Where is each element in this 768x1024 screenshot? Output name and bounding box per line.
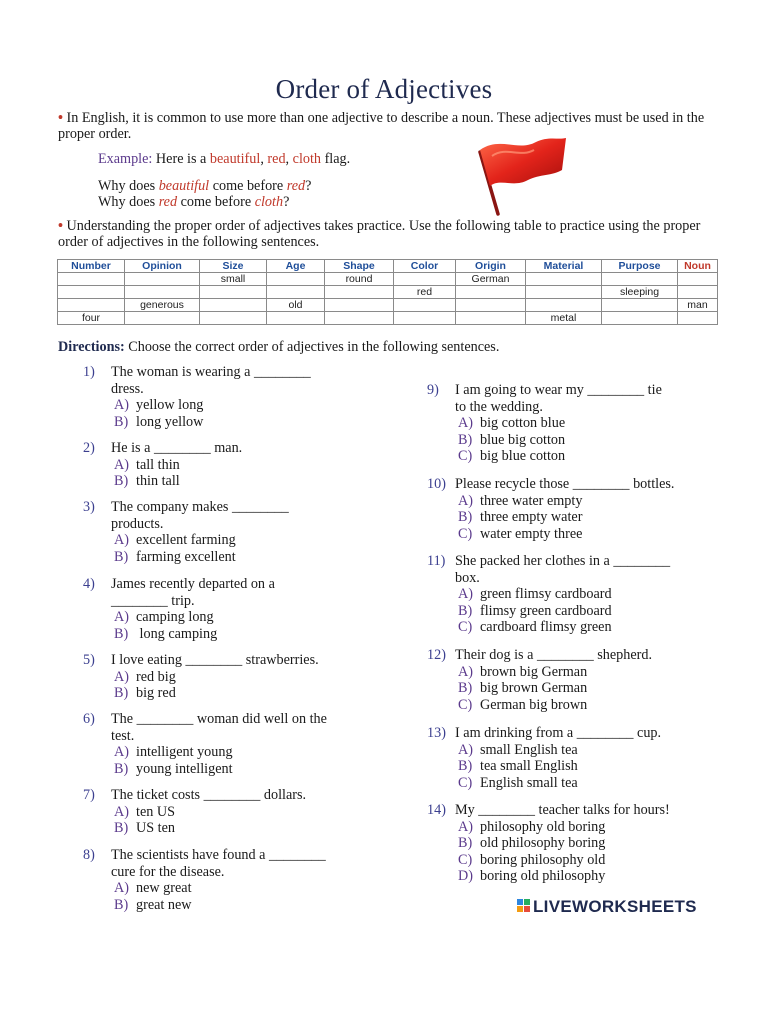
option-letter: D) bbox=[458, 868, 473, 884]
option-text: water empty three bbox=[480, 525, 583, 542]
option-text: brown big German bbox=[480, 663, 588, 680]
question-item bbox=[427, 725, 727, 791]
table-cell: four bbox=[58, 312, 125, 325]
table-cell bbox=[394, 312, 456, 325]
question-stem: He is a ________ man. bbox=[111, 440, 243, 456]
example-label: Example: bbox=[98, 151, 153, 167]
intro-text: In English, it is common to use more than one adjective to describe a noun. These adjectives must be used in the proper order. bbox=[58, 110, 705, 142]
table-row bbox=[58, 299, 718, 312]
option-text: German big brown bbox=[480, 696, 588, 713]
answer-option[interactable] bbox=[458, 509, 727, 526]
option-letter: A) bbox=[458, 818, 473, 835]
directions-label: Directions: bbox=[58, 339, 125, 355]
answer-option[interactable] bbox=[458, 680, 727, 697]
table-cell bbox=[602, 273, 678, 286]
answer-option[interactable] bbox=[114, 414, 383, 431]
option-letter: A) bbox=[114, 397, 129, 413]
question-item bbox=[427, 476, 727, 542]
answer-option[interactable] bbox=[458, 415, 727, 432]
option-text: long camping bbox=[136, 625, 218, 642]
question-item bbox=[427, 553, 727, 636]
example-word: cloth bbox=[292, 151, 322, 167]
table-cell: red bbox=[394, 286, 456, 299]
option-letter: A) bbox=[114, 880, 129, 896]
option-letter: B) bbox=[114, 548, 129, 565]
table-cell bbox=[58, 286, 125, 299]
table-cell bbox=[325, 312, 394, 325]
answer-option[interactable] bbox=[458, 697, 727, 714]
answer-option[interactable] bbox=[458, 664, 727, 681]
option-text: intelligent young bbox=[136, 744, 233, 760]
table-cell bbox=[456, 299, 526, 312]
answer-option[interactable] bbox=[114, 897, 383, 914]
table-cell bbox=[526, 273, 602, 286]
table-cell bbox=[678, 286, 718, 299]
table-cell: old bbox=[267, 299, 325, 312]
option-letter: B) bbox=[114, 685, 129, 701]
option-letter: B) bbox=[458, 509, 473, 525]
option-text: great new bbox=[136, 896, 192, 913]
option-letter: B) bbox=[458, 602, 473, 619]
option-text: flimsy green cardboard bbox=[480, 602, 612, 619]
option-letter: B) bbox=[458, 758, 473, 774]
answer-option[interactable] bbox=[114, 609, 383, 626]
why-word: red bbox=[158, 194, 178, 210]
option-text: farming excellent bbox=[136, 548, 236, 565]
answer-option[interactable] bbox=[458, 432, 727, 449]
option-text: tea small English bbox=[480, 758, 578, 774]
option-text: blue big cotton bbox=[480, 431, 566, 448]
table-cell bbox=[325, 299, 394, 312]
table-header-row bbox=[58, 260, 718, 273]
option-letter: A) bbox=[114, 668, 129, 685]
example-word: red bbox=[267, 151, 286, 167]
option-letter: C) bbox=[458, 619, 473, 635]
table-header: Opinion bbox=[125, 260, 200, 273]
table-cell bbox=[602, 312, 678, 325]
option-text: cardboard flimsy green bbox=[480, 619, 612, 635]
option-text: thin tall bbox=[136, 473, 180, 489]
answer-option[interactable] bbox=[114, 685, 383, 702]
option-letter: B) bbox=[458, 431, 473, 448]
option-letter: A) bbox=[458, 586, 473, 602]
option-text: boring philosophy old bbox=[480, 851, 606, 868]
option-letter: B) bbox=[114, 896, 129, 913]
question-stem: The company makes ________ products. bbox=[111, 499, 289, 532]
answer-option[interactable] bbox=[114, 744, 383, 761]
answer-option[interactable] bbox=[114, 549, 383, 566]
intro-paragraph bbox=[58, 111, 708, 142]
table-cell bbox=[200, 299, 267, 312]
option-text: tall thin bbox=[136, 456, 180, 473]
question-item bbox=[427, 647, 727, 713]
option-letter: C) bbox=[458, 525, 473, 542]
option-text: English small tea bbox=[480, 774, 578, 791]
option-text: long yellow bbox=[136, 413, 204, 430]
question-number: 13) bbox=[427, 725, 446, 741]
table-cell bbox=[267, 286, 325, 299]
answer-option[interactable] bbox=[458, 493, 727, 510]
red-flag-icon bbox=[470, 134, 570, 216]
option-text: US ten bbox=[136, 820, 176, 836]
option-text: ten US bbox=[136, 803, 176, 820]
answer-option[interactable] bbox=[458, 586, 727, 603]
answer-option[interactable] bbox=[458, 775, 727, 792]
answer-option[interactable] bbox=[458, 852, 727, 869]
option-letter: A) bbox=[114, 744, 129, 760]
why-text: ? bbox=[305, 178, 312, 194]
option-letter: A) bbox=[114, 532, 129, 548]
directions bbox=[58, 339, 499, 356]
question-stem: The scientists have found a ________ cure for the disease. bbox=[111, 847, 326, 880]
option-letter: B) bbox=[114, 413, 129, 430]
table-cell: generous bbox=[125, 299, 200, 312]
brand-logo bbox=[517, 897, 697, 917]
table-header: Size bbox=[200, 260, 267, 273]
option-letter: A) bbox=[458, 415, 473, 431]
why-question-2 bbox=[98, 194, 289, 211]
option-letter: A) bbox=[114, 456, 129, 473]
table-cell bbox=[125, 286, 200, 299]
option-letter: A) bbox=[458, 663, 473, 680]
question-number: 10) bbox=[427, 476, 446, 492]
why-word: beautiful bbox=[158, 178, 210, 194]
table-cell: man bbox=[678, 299, 718, 312]
question-number: 5) bbox=[83, 652, 95, 668]
option-letter: A) bbox=[114, 609, 129, 625]
option-text: boring old philosophy bbox=[480, 868, 606, 884]
answer-option[interactable] bbox=[458, 835, 727, 852]
question-number: 7) bbox=[83, 787, 95, 803]
question-stem: The ticket costs ________ dollars. bbox=[111, 787, 307, 803]
table-cell bbox=[394, 273, 456, 286]
answer-option[interactable] bbox=[114, 532, 383, 549]
answer-option[interactable] bbox=[458, 526, 727, 543]
option-letter: C) bbox=[458, 696, 473, 713]
adjective-order-table bbox=[57, 259, 718, 325]
table-cell bbox=[58, 299, 125, 312]
option-text: old philosophy boring bbox=[480, 835, 606, 851]
option-letter: C) bbox=[458, 448, 473, 464]
table-header: Age bbox=[267, 260, 325, 273]
table-cell bbox=[125, 273, 200, 286]
option-text: big blue cotton bbox=[480, 448, 566, 464]
answer-option[interactable] bbox=[458, 819, 727, 836]
table-row bbox=[58, 273, 718, 286]
why-word: red bbox=[286, 178, 306, 194]
answer-option[interactable] bbox=[114, 669, 383, 686]
table-row bbox=[58, 312, 718, 325]
table-header: Color bbox=[394, 260, 456, 273]
answer-option[interactable] bbox=[458, 603, 727, 620]
answer-option[interactable] bbox=[114, 761, 383, 778]
table-cell bbox=[200, 312, 267, 325]
option-text: yellow long bbox=[136, 397, 204, 413]
option-text: philosophy old boring bbox=[480, 818, 606, 835]
option-text: three water empty bbox=[480, 492, 583, 509]
question-stem: The woman is wearing a ________ dress. bbox=[111, 364, 311, 397]
option-text: three empty water bbox=[480, 509, 583, 525]
table-header: Noun bbox=[678, 260, 718, 273]
question-stem: My ________ teacher talks for hours! bbox=[455, 802, 670, 818]
table-cell bbox=[526, 299, 602, 312]
table-cell: small bbox=[200, 273, 267, 286]
table-cell bbox=[125, 312, 200, 325]
table-cell bbox=[456, 286, 526, 299]
table-cell bbox=[58, 273, 125, 286]
table-header: Material bbox=[526, 260, 602, 273]
example-text: Here is a bbox=[152, 151, 210, 167]
question-stem: Their dog is a ________ shepherd. bbox=[455, 647, 653, 663]
option-text: big cotton blue bbox=[480, 415, 566, 431]
table-cell: German bbox=[456, 273, 526, 286]
answer-option[interactable] bbox=[114, 457, 383, 474]
example-line bbox=[98, 151, 350, 168]
question-number: 1) bbox=[83, 364, 95, 380]
question-stem: James recently departed on a ________ trip. bbox=[111, 576, 275, 609]
question-item bbox=[83, 364, 383, 430]
why-question-1 bbox=[98, 178, 311, 195]
question-stem: The ________ woman did well on the test. bbox=[111, 711, 327, 744]
bullet-icon: • bbox=[58, 110, 63, 126]
table-cell bbox=[602, 299, 678, 312]
answer-option[interactable] bbox=[458, 758, 727, 775]
why-text: come before bbox=[177, 194, 255, 210]
question-item bbox=[83, 576, 383, 642]
example-text: , bbox=[285, 151, 293, 167]
question-number: 6) bbox=[83, 711, 95, 727]
option-text: camping long bbox=[136, 609, 214, 625]
question-item bbox=[83, 499, 383, 565]
table-cell: round bbox=[325, 273, 394, 286]
table-cell bbox=[456, 312, 526, 325]
table-header: Number bbox=[58, 260, 125, 273]
option-letter: B) bbox=[114, 760, 129, 777]
table-row bbox=[58, 286, 718, 299]
table-header: Purpose bbox=[602, 260, 678, 273]
question-item bbox=[83, 787, 383, 837]
question-stem: I am drinking from a ________ cup. bbox=[455, 725, 662, 741]
table-cell: sleeping bbox=[602, 286, 678, 299]
why-text: Why does bbox=[98, 194, 159, 210]
question-number: 9) bbox=[427, 382, 439, 398]
table-header: Shape bbox=[325, 260, 394, 273]
answer-option[interactable] bbox=[114, 397, 383, 414]
example-word: beautiful bbox=[209, 151, 261, 167]
table-cell bbox=[678, 312, 718, 325]
example-text: flag. bbox=[321, 151, 351, 167]
table-cell bbox=[267, 273, 325, 286]
practice-text: Understanding the proper order of adjectives takes practice. Use the following table to practice using the proper order of adjectives in the following sentences. bbox=[58, 218, 701, 250]
table-cell bbox=[267, 312, 325, 325]
table-cell bbox=[394, 299, 456, 312]
answer-option[interactable] bbox=[114, 626, 383, 643]
answer-option[interactable] bbox=[458, 619, 727, 636]
option-letter: A) bbox=[114, 803, 129, 820]
question-number: 14) bbox=[427, 802, 446, 818]
option-letter: C) bbox=[458, 774, 473, 791]
brand-name: LIVEWORKSHEETS bbox=[533, 897, 697, 916]
option-letter: A) bbox=[458, 741, 473, 758]
option-letter: B) bbox=[114, 473, 129, 489]
option-letter: B) bbox=[114, 625, 129, 642]
question-item bbox=[83, 711, 383, 777]
why-text: Why does bbox=[98, 178, 159, 194]
question-number: 12) bbox=[427, 647, 446, 663]
table-cell: metal bbox=[526, 312, 602, 325]
liveworksheets-logo-icon bbox=[517, 899, 531, 913]
option-text: green flimsy cardboard bbox=[480, 586, 612, 602]
answer-option[interactable] bbox=[458, 448, 727, 465]
table-cell bbox=[526, 286, 602, 299]
question-item bbox=[427, 802, 727, 885]
option-text: big red bbox=[136, 685, 176, 701]
table-cell bbox=[200, 286, 267, 299]
answer-option[interactable] bbox=[114, 880, 383, 897]
option-text: excellent farming bbox=[136, 532, 236, 548]
question-number: 3) bbox=[83, 499, 95, 515]
question-number: 8) bbox=[83, 847, 95, 863]
answer-option[interactable] bbox=[114, 473, 383, 490]
question-number: 2) bbox=[83, 440, 95, 456]
question-stem: I am going to wear my ________ tie to the wedding. bbox=[455, 382, 662, 415]
option-text: new great bbox=[136, 880, 192, 896]
answer-option[interactable] bbox=[114, 804, 383, 821]
option-letter: B) bbox=[458, 835, 473, 851]
practice-paragraph bbox=[58, 219, 708, 250]
option-text: small English tea bbox=[480, 741, 578, 758]
answer-option[interactable] bbox=[458, 742, 727, 759]
table-cell bbox=[325, 286, 394, 299]
option-text: young intelligent bbox=[136, 760, 233, 777]
question-stem: She packed her clothes in a ________ box. bbox=[455, 553, 671, 586]
option-letter: B) bbox=[458, 680, 473, 696]
bullet-icon: • bbox=[58, 218, 63, 234]
why-text: come before bbox=[209, 178, 287, 194]
example-text: , bbox=[260, 151, 268, 167]
why-text: ? bbox=[283, 194, 290, 210]
question-item bbox=[83, 440, 383, 490]
table-cell bbox=[678, 273, 718, 286]
option-text: red big bbox=[136, 668, 176, 685]
question-item bbox=[83, 847, 383, 913]
option-letter: A) bbox=[458, 492, 473, 509]
why-word: cloth bbox=[254, 194, 284, 210]
table-header: Origin bbox=[456, 260, 526, 273]
question-number: 4) bbox=[83, 576, 95, 592]
answer-option[interactable] bbox=[458, 868, 727, 885]
option-letter: B) bbox=[114, 820, 129, 836]
page-title: Order of Adjectives bbox=[275, 74, 493, 104]
directions-text: Choose the correct order of adjectives in the following sentences. bbox=[124, 339, 500, 355]
question-number: 11) bbox=[427, 553, 446, 569]
question-item bbox=[83, 652, 383, 702]
answer-option[interactable] bbox=[114, 820, 383, 837]
question-stem: Please recycle those ________ bottles. bbox=[455, 476, 675, 492]
question-stem: I love eating ________ strawberries. bbox=[111, 652, 319, 668]
question-item bbox=[427, 382, 727, 465]
option-letter: C) bbox=[458, 851, 473, 868]
option-text: big brown German bbox=[480, 680, 588, 696]
